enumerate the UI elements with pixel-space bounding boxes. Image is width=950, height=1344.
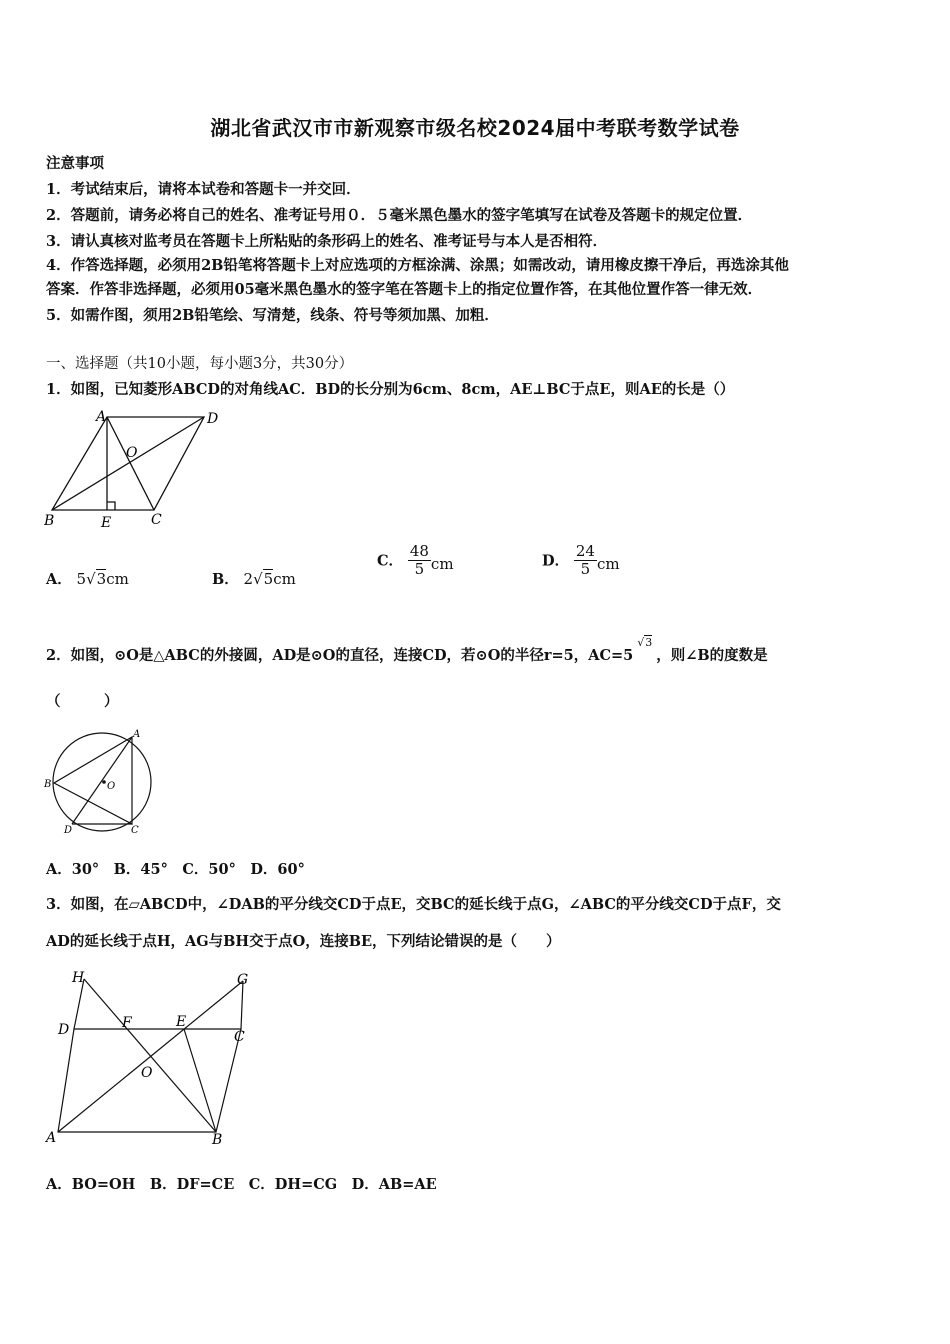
label-b: B — [212, 1132, 223, 1148]
label-f: F — [122, 1015, 132, 1031]
ext-cg — [241, 981, 243, 1029]
q3-line-2: AD的延长线于点H，AG与BH交于点O，连接BE，下列结论错误的是（ ） — [46, 933, 561, 950]
q3-line-1: 3．如图，在▱ABCD中，∠DAB的平分线交CD于点E，交BC的延长线于点G，∠ABC的平分线交CD于点F，交 — [46, 896, 781, 913]
triangle-abc — [54, 737, 132, 824]
label-o: O — [141, 1065, 153, 1081]
notice-line-4: 4．作答选择题，必须用2B铅笔将答题卡上对应选项的方框涂满、涂黑；如需改动，请用橡皮擦干净后，再选涂其他 — [46, 257, 789, 274]
label-e: E — [176, 1014, 187, 1030]
q1-text: 1．如图，已知菱形ABCD的对角线AC．BD的长分别为6cm、8cm，AE⊥BC于点E，则AE的长是（） — [46, 381, 735, 398]
label-c: C — [151, 512, 162, 528]
notice-line-1: 1．考试结束后，请将本试卷和答题卡一并交回． — [46, 181, 361, 198]
page-title: 湖北省武汉市市新观察市级名校2024届中考联考数学试卷 — [210, 116, 740, 140]
label-d: D — [64, 825, 73, 836]
diagonal-ac — [107, 417, 154, 510]
label-d: D — [58, 1022, 70, 1038]
label-d: D — [207, 411, 219, 427]
diagonal-bd — [52, 417, 204, 510]
label-h: H — [72, 970, 85, 986]
label-b: B — [44, 513, 55, 529]
q1-option-c[interactable]: C． $\frac{48}{5}$ cm — [377, 542, 454, 578]
q2-options[interactable]: A．30° B．45° C．50° D．60° — [46, 861, 305, 878]
q1-option-d[interactable]: D． $\frac{24}{5}$ cm — [542, 542, 620, 578]
q2-text: 2．如图，⊙O是△ABC的外接圆，AD是⊙O的直径，连接CD，若⊙O的半径r=5，AC=5√3，则∠B的度数是 — [46, 636, 768, 664]
label-a: A — [96, 409, 107, 425]
notice-line-5: 5．如需作图，须用2B铅笔绘、写清楚，线条、符号等须加黑、加粗． — [46, 307, 499, 324]
q1-rhombus-figure — [44, 405, 234, 535]
ext-dh — [74, 979, 84, 1029]
notice-line-2: 2．答题前，请务必将自己的姓名、准考证号用０．５毫米黑色墨水的签字笔填写在试卷及答题卡的规定位置． — [46, 207, 753, 224]
q3-options[interactable]: A．BO=OH B．DF=CE C．DH=CG D．AB=AE — [46, 1176, 437, 1193]
q2-circle-figure — [42, 727, 162, 837]
label-a: A — [133, 729, 141, 740]
q2-paren: （ ） — [46, 693, 119, 710]
notice-line-4-cont: 答案．作答非选择题，必须用05毫米黑色墨水的签字笔在答题卡上的指定位置作答，在其他位置作答一律无效． — [46, 281, 763, 298]
notice-heading: 注意事项 — [46, 155, 104, 172]
label-c: C — [131, 825, 139, 836]
label-a: A — [46, 1130, 57, 1146]
right-angle-mark — [107, 502, 115, 510]
center-point — [102, 780, 106, 784]
line-bh — [84, 979, 216, 1132]
q2-radical: √3 — [637, 636, 653, 649]
label-g: G — [237, 972, 249, 988]
label-c: C — [234, 1029, 245, 1045]
label-o: O — [126, 445, 138, 461]
label-e: E — [101, 515, 112, 531]
diameter-ad — [72, 737, 132, 824]
q1-option-a[interactable]: A． 5√3cm — [46, 570, 129, 588]
label-b: B — [44, 779, 52, 790]
q3-parallelogram-figure — [44, 967, 259, 1152]
circumcircle — [53, 733, 151, 831]
section-heading: 一、选择题（共10小题，每小题3分，共30分） — [46, 356, 354, 372]
notice-line-3: 3．请认真核对监考员在答题卡上所粘贴的条形码上的姓名、准考证号与本人是否相符． — [46, 233, 608, 250]
segment-be — [184, 1029, 216, 1132]
q1-option-b[interactable]: B． 2√5cm — [212, 570, 296, 588]
label-o: O — [107, 781, 116, 792]
